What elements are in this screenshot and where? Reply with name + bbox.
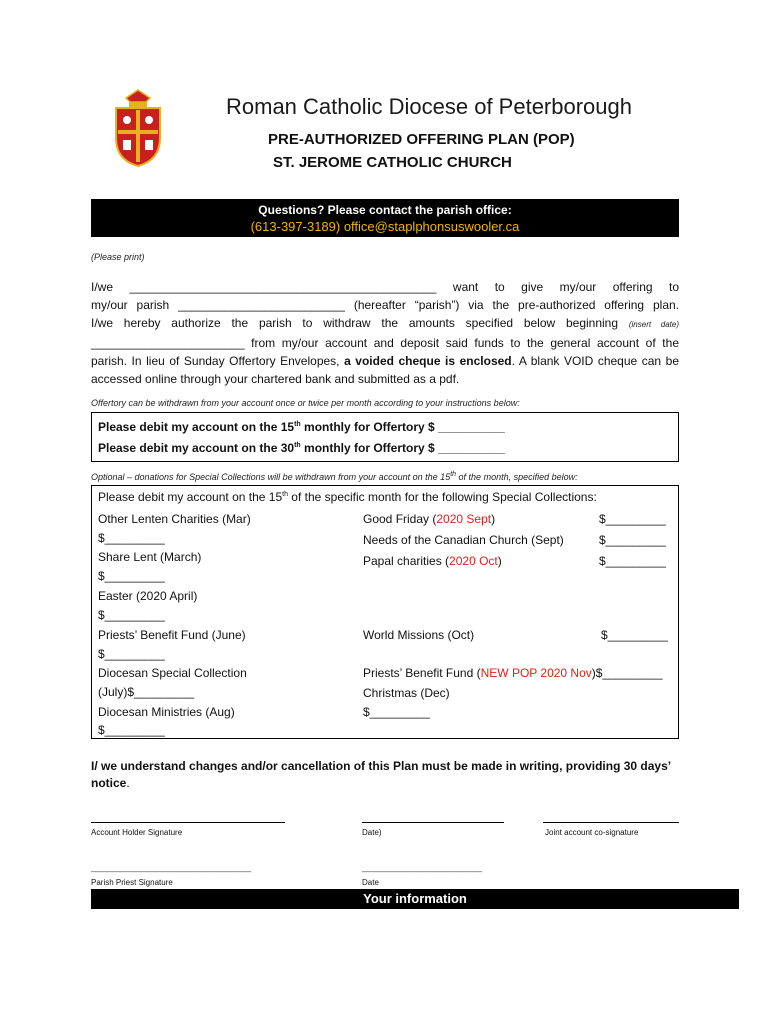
account-holder-signature-label: Account Holder Signature [91, 828, 183, 837]
papal-text: Papal charities ( [363, 554, 450, 568]
special-heading-prefix: Please debit my account on the 15 [98, 490, 283, 504]
cancellation-statement [91, 758, 681, 792]
auth-line-6: accessed online through your chartered bank and submitted as a pdf. [91, 372, 460, 386]
special-heading-suffix: of the specific month for the following Special Collections: [287, 490, 597, 504]
debit-prefix: Please debit my account on the [98, 420, 281, 434]
optional-th: th [450, 471, 457, 478]
account-holder-signature-line[interactable] [91, 822, 285, 823]
statement-line-2 [91, 775, 681, 792]
optional-note [91, 472, 578, 482]
debit-th: th [294, 421, 301, 428]
contact-banner [91, 199, 679, 237]
good-friday-label [363, 512, 495, 526]
share-lent-amount[interactable]: $_________ [98, 569, 165, 583]
easter-label: Easter (2020 April) [98, 589, 198, 603]
optional-suffix: of the month, specified below: [456, 472, 578, 482]
date-label: Date) [362, 828, 382, 837]
debit-suffix: monthly for Offertory $ __________ [300, 420, 505, 434]
papal-close: ) [497, 554, 502, 568]
debit-30th-row[interactable] [98, 441, 505, 455]
papal-date: 2020 Oct [449, 554, 498, 568]
diocese-title: Roman Catholic Diocese of Peterborough [226, 94, 633, 119]
priests-nov-text: Priests’ Benefit Fund ( [363, 666, 481, 680]
debit-prefix: Please debit my account on the [98, 441, 281, 455]
contact-question: Questions? Please contact the parish office: [258, 203, 512, 217]
lenten-charities-amount[interactable]: $_________ [98, 531, 165, 545]
optional-prefix: Optional – donations for Special Collections will be withdrawn from your account on the 15 [91, 472, 451, 482]
priests-benefit-nov-label[interactable] [363, 666, 663, 680]
debit-th: th [294, 442, 301, 449]
church-name: ST. JEROME CATHOLIC CHURCH [273, 154, 512, 171]
papal-charities-amount[interactable]: $_________ [599, 554, 666, 568]
auth-line-3-text: I/we hereby authorize the parish to withdraw the amounts specified below beginning [91, 316, 619, 330]
easter-amount[interactable]: $_________ [98, 608, 165, 622]
priest-signature-line[interactable]: ________________________________ [91, 862, 252, 872]
priests-nov-amount: )$_________ [591, 666, 663, 680]
joint-signature-label: Joint account co-signature [545, 828, 639, 837]
please-print-note: (Please print) [91, 252, 145, 262]
good-friday-text: Good Friday ( [363, 512, 437, 526]
priest-date-line[interactable]: ________________________ [362, 862, 483, 872]
share-lent-label: Share Lent (March) [98, 550, 202, 564]
priests-benefit-june-label: Priests’ Benefit Fund (June) [98, 628, 246, 642]
your-information-banner: Your information [91, 889, 739, 909]
good-friday-amount[interactable]: $_________ [599, 512, 666, 526]
papal-charities-label [363, 554, 502, 568]
good-friday-close: ) [491, 512, 496, 526]
plan-title: PRE-AUTHORIZED OFFERING PLAN (POP) [268, 131, 575, 148]
diocese-crest-icon [112, 88, 164, 168]
priests-nov-date: NEW POP 2020 Nov [480, 666, 592, 680]
auth-line-4[interactable]: _______________________ from my/our account and deposit said funds to the general account of the [91, 336, 679, 350]
joint-signature-line[interactable] [543, 822, 679, 823]
special-heading-th: th [282, 491, 288, 498]
auth-line-5-text: parish. In lieu of Sunday Offertory Envelopes, [91, 354, 340, 368]
offertory-note: Offertory can be withdrawn from your account once or twice per month according to your instructions below: [91, 398, 520, 408]
contact-phone-email[interactable]: (613-397-3189) office@staplphonsuswooler.ca [250, 219, 520, 234]
needs-canadian-church-amount[interactable]: $_________ [599, 533, 666, 547]
offertory-box [91, 412, 679, 462]
christmas-label: Christmas (Dec) [363, 686, 450, 700]
special-collections-box [91, 485, 679, 739]
debit-suffix: monthly for Offertory $ __________ [300, 441, 505, 455]
authorization-paragraph [91, 278, 679, 388]
lenten-charities-label: Other Lenten Charities (Mar) [98, 512, 251, 526]
christmas-amount[interactable]: $_________ [363, 705, 430, 719]
priest-date-label: Date [362, 878, 379, 887]
world-missions-label: World Missions (Oct) [363, 628, 475, 642]
diocesan-ministries-amount[interactable]: $_________ [98, 723, 165, 737]
statement-notice: notice [91, 776, 127, 790]
date-line[interactable] [362, 822, 504, 823]
debit-day: 30 [280, 441, 295, 455]
diocesan-ministries-label: Diocesan Ministries (Aug) [98, 705, 235, 719]
auth-line-3 [91, 314, 679, 334]
priests-benefit-june-amount[interactable]: $_________ [98, 647, 165, 661]
diocesan-special-label: Diocesan Special Collection [98, 666, 247, 680]
debit-day: 15 [280, 420, 295, 434]
auth-line-1[interactable]: I/we ______________________________________________ want to give my/our offering to [91, 280, 679, 294]
priest-signature-label: Parish Priest Signature [91, 878, 173, 887]
world-missions-amount[interactable]: $_________ [601, 628, 668, 642]
statement-line-1: I/ we understand changes and/or cancellation of this Plan must be made in writing, providing 30 days’ [91, 759, 672, 773]
debit-15th-row[interactable] [98, 420, 505, 434]
special-heading [98, 490, 597, 504]
voided-cheque-text: a voided cheque is enclosed [344, 354, 512, 368]
good-friday-date: 2020 Sept [436, 512, 492, 526]
diocesan-special-amount[interactable]: (July)$_________ [98, 685, 195, 699]
needs-canadian-church-label: Needs of the Canadian Church (Sept) [363, 533, 564, 547]
insert-date-note: (insert date) [628, 320, 680, 329]
auth-line-2[interactable]: my/our parish _________________________ (hereafter “parish”) via the pre-authorized offering plan. [91, 298, 679, 312]
auth-line-5 [91, 352, 679, 370]
blank-void-text: . A blank VOID cheque can be [511, 354, 679, 368]
statement-period: . [126, 776, 130, 790]
